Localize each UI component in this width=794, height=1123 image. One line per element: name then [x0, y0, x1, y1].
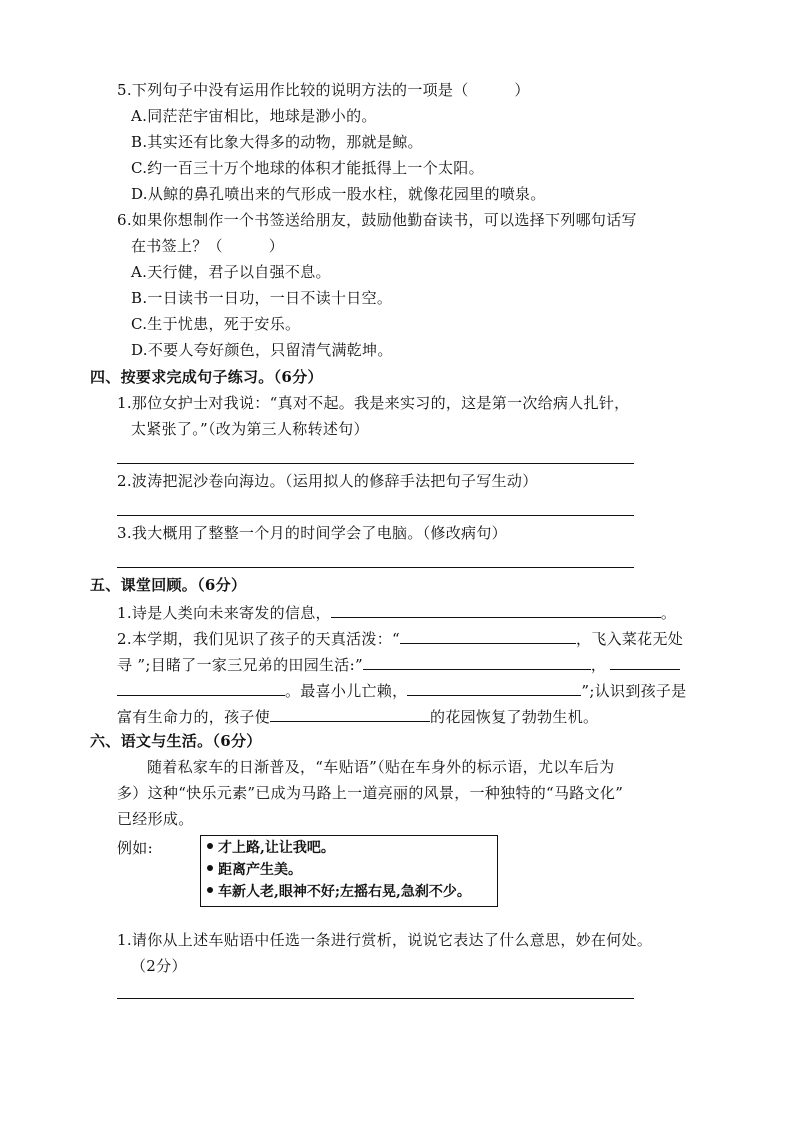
s5-q1-text: 1.诗是人类向未来寄发的信息，: [117, 604, 331, 622]
s5-q2-blank5[interactable]: [407, 679, 581, 696]
q6-option-a: A.天行健，君子以自强不息。: [131, 263, 331, 281]
s5-q2-l4-text-a: 富有生命力的，孩子使: [117, 708, 271, 726]
s4-q1-line2: 太紧张了。”（改为第三人称转述句）: [131, 420, 369, 438]
bullet-icon: [207, 865, 213, 871]
s5-q1: [117, 601, 676, 623]
q5-stem: 5.下列句子中没有运用作比较的说明方法的一项是（ ）: [117, 81, 530, 99]
s5-q2-blank4[interactable]: [117, 679, 285, 696]
section4-heading: 四、按要求完成句子练习。（6分）: [90, 368, 323, 386]
s5-q2-l3-text-a: 。最喜小儿亡赖，: [285, 682, 408, 700]
example-item-3: [207, 882, 471, 902]
s4-q1-answer-line[interactable]: [117, 463, 634, 464]
s5-q2-line3: [117, 679, 687, 701]
s6-q1-line2: （2分）: [131, 957, 187, 975]
s4-q3: 3.我大概用了整整一个月的时间学会了电脑。（修改病句）: [117, 524, 507, 542]
example-box: [200, 835, 498, 907]
section6-heading: 六、语文与生活。（6分）: [90, 732, 262, 750]
example-item-2: [207, 860, 302, 880]
q6-option-b: B.一日读书一日功，一日不读十日空。: [131, 289, 393, 307]
section5-heading: 五、课堂回顾。（6分）: [90, 576, 247, 594]
s5-q1-end: 。: [660, 604, 677, 622]
s5-q2-blank1[interactable]: [400, 627, 576, 644]
example-item-1: [207, 838, 335, 858]
s5-q2-blank2[interactable]: [363, 653, 591, 670]
q5-option-c: C.约一百三十万个地球的体积才能抵得上一个太阳。: [131, 159, 484, 177]
s6-q1-answer-line[interactable]: [117, 998, 634, 999]
bullet-icon: [207, 843, 213, 849]
s5-q1-blank[interactable]: [331, 601, 661, 618]
s4-q2: 2.波涛把泥沙卷向海边。（运用拟人的修辞手法把句子写生动）: [117, 472, 538, 490]
s5-q2-blank6[interactable]: [270, 705, 430, 722]
s4-q2-answer-line[interactable]: [117, 515, 634, 516]
s6-example-label: 例如:: [117, 839, 153, 857]
s5-q2-line4: [117, 705, 598, 727]
s6-paragraph-line3: 已经形成。: [117, 810, 194, 828]
s5-q2-l3-text-b: ”;认识到孩子是: [581, 682, 687, 700]
s5-q2-line2: [117, 653, 680, 675]
s5-q2-l1-text-a: 2.本学期，我们见识了孩子的天真活泼：“: [117, 630, 400, 648]
q6-stem-line1: 6.如果你想制作一个书签送给朋友，鼓励他勤奋读书，可以选择下列哪句话写: [117, 211, 637, 229]
example-text-3: 车新人老,眼神不好;左摇右晃,急刹不少。: [218, 884, 471, 900]
q6-option-c: C.生于忧患，死于安乐。: [131, 315, 301, 333]
q5-option-b: B.其实还有比象大得多的动物，那就是鲸。: [131, 133, 423, 151]
q6-option-d: D.不要人夸好颜色，只留清气满乾坤。: [131, 341, 393, 359]
example-text-2: 距离产生美。: [218, 862, 302, 878]
q5-option-d: D.从鲸的鼻孔喷出来的气形成一股水柱，就像花园里的喷泉。: [131, 185, 546, 203]
s5-q2-l1-text-b: ，飞入菜花无处: [575, 630, 684, 648]
s4-q1-line1: 1.那位女护士对我说：“真对不起。我是来实习的，这是第一次给病人扎针，: [117, 394, 630, 412]
q6-stem-line2: 在书签上？（ ）: [131, 237, 285, 255]
s6-paragraph-line1: 随着私家车的日渐普及，“车贴语”（贴在车身外的标示语，尤以车后为: [147, 758, 615, 776]
s5-q2-l4-text-b: 的花园恢复了勃勃生机。: [430, 708, 599, 726]
q5-option-a: A.同茫茫宇宙相比，地球是渺小的。: [131, 107, 377, 125]
s6-paragraph-line2: 多）这种“快乐元素”已成为马路上一道亮丽的风景，一种独特的“马路文化”: [117, 784, 624, 802]
s5-q2-blank3[interactable]: [610, 653, 680, 670]
s4-q3-answer-line[interactable]: [117, 567, 634, 568]
example-text-1: 才上路,让让我吧。: [218, 840, 335, 856]
s6-q1-line1: 1.请你从上述车贴语中任选一条进行赏析，说说它表达了什么意思，妙在何处。: [117, 931, 653, 949]
s5-q2-line1: [117, 627, 683, 649]
bullet-icon: [207, 887, 213, 893]
s5-q2-l2-text-a: 寻 ”;目睹了一家三兄弟的田园生活:”: [117, 656, 363, 674]
s5-q2-l2-text-b: ，: [590, 656, 607, 674]
